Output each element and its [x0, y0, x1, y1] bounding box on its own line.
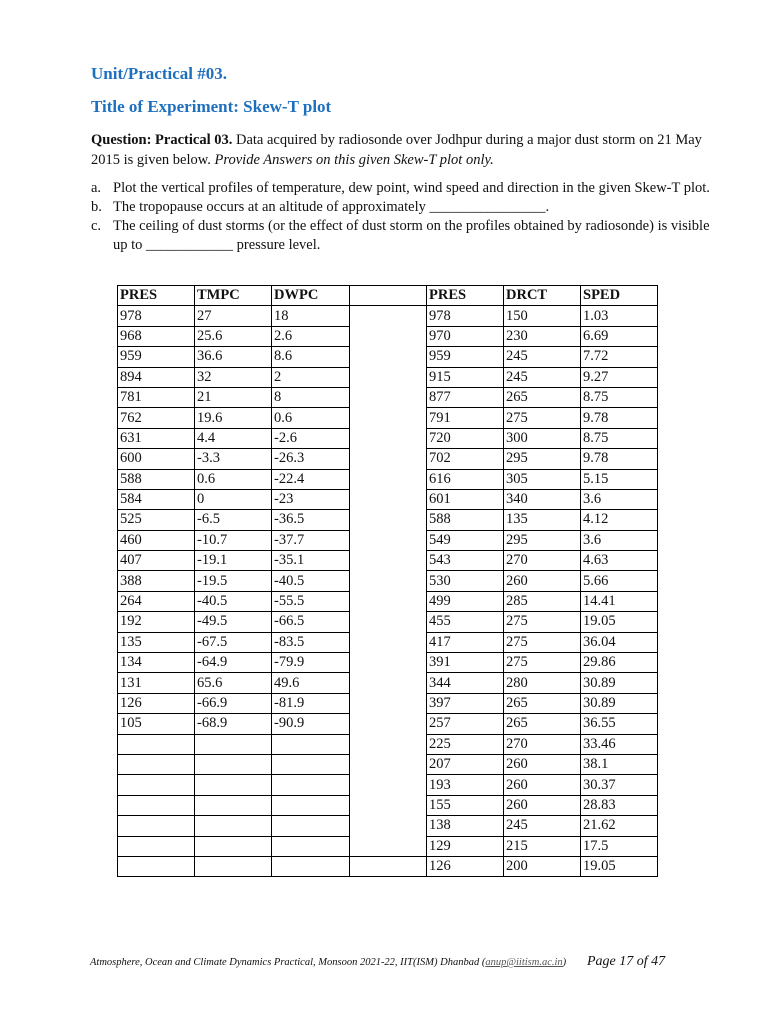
table-cell: 270: [504, 734, 581, 754]
table-cell: 14.41: [581, 591, 658, 611]
table-cell: 0.6: [272, 408, 350, 428]
table-cell: 499: [427, 591, 504, 611]
table-cell: 8.75: [581, 428, 658, 448]
table-row: [118, 775, 658, 795]
table-gap-cell: [350, 795, 427, 815]
page-number: Page 17 of 47: [587, 954, 666, 969]
table-cell: 391: [427, 653, 504, 673]
table-cell: 9.27: [581, 367, 658, 387]
table-row: [118, 632, 658, 652]
table-cell: 877: [427, 387, 504, 407]
item-marker: a.: [91, 180, 102, 196]
table-cell: 959: [118, 347, 195, 367]
question-label: Question: Practical 03.: [91, 132, 233, 148]
table-gap-cell: [350, 632, 427, 652]
table-cell: -83.5: [272, 632, 350, 652]
table-cell: 2: [272, 367, 350, 387]
table-cell: -49.5: [195, 612, 272, 632]
table-cell: 30.89: [581, 673, 658, 693]
table-row: [118, 347, 658, 367]
table-cell: 28.83: [581, 795, 658, 815]
table-row: [118, 489, 658, 509]
table-cell: 38.1: [581, 754, 658, 774]
table-cell: 126: [427, 856, 504, 876]
question-emphasis: Provide Answers on this given Skew-T plot only.: [214, 152, 494, 168]
table-cell: 25.6: [195, 326, 272, 346]
table-row: [118, 326, 658, 346]
table-cell: [195, 734, 272, 754]
table-header-row: [118, 286, 658, 306]
table-cell: -37.7: [272, 530, 350, 550]
table-gap-cell: [350, 286, 427, 306]
table-cell: -66.5: [272, 612, 350, 632]
table-cell: 230: [504, 326, 581, 346]
table-row: [118, 754, 658, 774]
table-cell: 720: [427, 428, 504, 448]
table-gap-cell: [350, 754, 427, 774]
table-gap-cell: [350, 693, 427, 713]
table-cell: 30.89: [581, 693, 658, 713]
table-gap-cell: [350, 347, 427, 367]
table-cell: 6.69: [581, 326, 658, 346]
table-cell: 791: [427, 408, 504, 428]
table-cell: 8.6: [272, 347, 350, 367]
table-cell: [272, 754, 350, 774]
table-header-cell: SPED: [581, 286, 658, 306]
table-cell: 105: [118, 714, 195, 734]
table-cell: 588: [427, 510, 504, 530]
table-cell: 129: [427, 836, 504, 856]
question-text: Data acquired by radiosonde over Jodhpur during a major dust storm on 21 May 2015 is given below.: [91, 132, 702, 168]
table-cell: 49.6: [272, 673, 350, 693]
table-cell: [118, 795, 195, 815]
table-row: [118, 816, 658, 836]
table-cell: 265: [504, 387, 581, 407]
table-cell: 30.37: [581, 775, 658, 795]
table-cell: 305: [504, 469, 581, 489]
table-cell: 27: [195, 306, 272, 326]
table-header-cell: DRCT: [504, 286, 581, 306]
table-cell: [195, 754, 272, 774]
table-cell: 460: [118, 530, 195, 550]
question-paragraph: [91, 130, 711, 170]
table-gap-cell: [350, 510, 427, 530]
table-gap-cell: [350, 714, 427, 734]
table-cell: [272, 836, 350, 856]
table-cell: -55.5: [272, 591, 350, 611]
table-cell: 275: [504, 408, 581, 428]
table-row: [118, 856, 658, 876]
table-gap-cell: [350, 673, 427, 693]
table-row: [118, 693, 658, 713]
table-cell: 21: [195, 387, 272, 407]
table-cell: -67.5: [195, 632, 272, 652]
radiosonde-data-table: [117, 285, 658, 877]
table-cell: 17.5: [581, 836, 658, 856]
table-cell: -79.9: [272, 653, 350, 673]
footer-close: ): [562, 957, 567, 968]
table-cell: 2.6: [272, 326, 350, 346]
table-cell: 138: [427, 816, 504, 836]
table-row: [118, 428, 658, 448]
table-cell: 616: [427, 469, 504, 489]
table-cell: 397: [427, 693, 504, 713]
table-cell: 285: [504, 591, 581, 611]
table-row: [118, 387, 658, 407]
table-cell: -10.7: [195, 530, 272, 550]
table-header-cell: PRES: [427, 286, 504, 306]
table-gap-cell: [350, 653, 427, 673]
table-cell: 32: [195, 367, 272, 387]
table-cell: 968: [118, 326, 195, 346]
table-cell: 192: [118, 612, 195, 632]
table-cell: 260: [504, 754, 581, 774]
table-cell: 894: [118, 367, 195, 387]
table-cell: -40.5: [195, 591, 272, 611]
table-cell: 5.66: [581, 571, 658, 591]
item-text: The tropopause occurs at an altitude of approximately ________________.: [113, 199, 550, 215]
table-cell: [195, 816, 272, 836]
table-cell: -36.5: [272, 510, 350, 530]
footer-email-link[interactable]: anup@iitism.ac.in: [485, 957, 563, 968]
table-cell: [195, 775, 272, 795]
table-cell: [195, 836, 272, 856]
table-cell: 588: [118, 469, 195, 489]
item-marker: c.: [91, 218, 102, 234]
table-cell: 8: [272, 387, 350, 407]
table-gap-cell: [350, 551, 427, 571]
table-row: [118, 408, 658, 428]
table-cell: 959: [427, 347, 504, 367]
table-gap-cell: [350, 367, 427, 387]
table-cell: 970: [427, 326, 504, 346]
table-gap-cell: [350, 816, 427, 836]
table-cell: -23: [272, 489, 350, 509]
table-cell: 21.62: [581, 816, 658, 836]
table-cell: 150: [504, 306, 581, 326]
table-gap-cell: [350, 856, 427, 876]
table-header-cell: PRES: [118, 286, 195, 306]
table-cell: 4.4: [195, 428, 272, 448]
unit-heading: Unit/Practical #03.: [91, 64, 227, 83]
table-cell: [272, 795, 350, 815]
table-cell: 260: [504, 795, 581, 815]
list-item: [91, 198, 711, 217]
table-cell: -19.1: [195, 551, 272, 571]
table-cell: 280: [504, 673, 581, 693]
table-gap-cell: [350, 489, 427, 509]
table-cell: 33.46: [581, 734, 658, 754]
table-cell: -64.9: [195, 653, 272, 673]
table-cell: 781: [118, 387, 195, 407]
table-cell: 407: [118, 551, 195, 571]
table-cell: 257: [427, 714, 504, 734]
table-cell: [272, 734, 350, 754]
table-cell: 260: [504, 571, 581, 591]
table-cell: 29.86: [581, 653, 658, 673]
table-gap-cell: [350, 469, 427, 489]
table-cell: 215: [504, 836, 581, 856]
table-cell: [195, 856, 272, 876]
table-cell: -3.3: [195, 449, 272, 469]
table-cell: 270: [504, 551, 581, 571]
table-cell: -68.9: [195, 714, 272, 734]
table-cell: 549: [427, 530, 504, 550]
table-cell: 135: [118, 632, 195, 652]
table-cell: 9.78: [581, 449, 658, 469]
list-item: [91, 179, 711, 198]
table-cell: 600: [118, 449, 195, 469]
table-cell: 295: [504, 530, 581, 550]
footer-text: [90, 957, 566, 968]
table-gap-cell: [350, 408, 427, 428]
table-cell: 275: [504, 632, 581, 652]
table-cell: 135: [504, 510, 581, 530]
table-cell: 265: [504, 693, 581, 713]
table-cell: 131: [118, 673, 195, 693]
table-cell: 3.6: [581, 530, 658, 550]
table-cell: 601: [427, 489, 504, 509]
item-text: Plot the vertical profiles of temperature, dew point, wind speed and direction in the given Skew-T plot.: [113, 180, 710, 196]
table-cell: 126: [118, 693, 195, 713]
table-cell: 264: [118, 591, 195, 611]
table-cell: 18: [272, 306, 350, 326]
table-cell: -90.9: [272, 714, 350, 734]
table-cell: 530: [427, 571, 504, 591]
table-gap-cell: [350, 449, 427, 469]
table-cell: 245: [504, 347, 581, 367]
table-cell: -81.9: [272, 693, 350, 713]
table-cell: -26.3: [272, 449, 350, 469]
table-cell: 631: [118, 428, 195, 448]
table-cell: [195, 795, 272, 815]
table-cell: 4.63: [581, 551, 658, 571]
table-cell: 0: [195, 489, 272, 509]
question-items: [91, 179, 711, 255]
table-cell: 455: [427, 612, 504, 632]
table-header-cell: TMPC: [195, 286, 272, 306]
table-gap-cell: [350, 734, 427, 754]
table-gap-cell: [350, 612, 427, 632]
table-row: [118, 714, 658, 734]
table-cell: -35.1: [272, 551, 350, 571]
table-cell: [272, 775, 350, 795]
table-cell: [118, 816, 195, 836]
table-gap-cell: [350, 836, 427, 856]
table-row: [118, 795, 658, 815]
table-row: [118, 367, 658, 387]
table-cell: 275: [504, 653, 581, 673]
table-cell: -6.5: [195, 510, 272, 530]
table-row: [118, 612, 658, 632]
table-cell: 260: [504, 775, 581, 795]
table-cell: 7.72: [581, 347, 658, 367]
table-cell: [118, 836, 195, 856]
table-cell: 207: [427, 754, 504, 774]
table-cell: -22.4: [272, 469, 350, 489]
table-cell: 978: [427, 306, 504, 326]
table-cell: [272, 856, 350, 876]
table-cell: 65.6: [195, 673, 272, 693]
table-cell: [272, 816, 350, 836]
table-gap-cell: [350, 326, 427, 346]
table-cell: [118, 856, 195, 876]
table-cell: 265: [504, 714, 581, 734]
table-gap-cell: [350, 428, 427, 448]
table-cell: 543: [427, 551, 504, 571]
experiment-title: Title of Experiment: Skew-T plot: [91, 97, 332, 116]
table-cell: 417: [427, 632, 504, 652]
table-cell: 5.15: [581, 469, 658, 489]
table-cell: [118, 734, 195, 754]
table-cell: 275: [504, 612, 581, 632]
table-cell: 702: [427, 449, 504, 469]
table-row: [118, 673, 658, 693]
table-row: [118, 449, 658, 469]
table-cell: -2.6: [272, 428, 350, 448]
table-gap-cell: [350, 591, 427, 611]
table-cell: 19.05: [581, 612, 658, 632]
table-cell: 36.6: [195, 347, 272, 367]
table-cell: 525: [118, 510, 195, 530]
table-cell: 978: [118, 306, 195, 326]
table-gap-cell: [350, 387, 427, 407]
item-marker: b.: [91, 199, 102, 215]
table-cell: 193: [427, 775, 504, 795]
table-cell: [118, 754, 195, 774]
table-cell: 0.6: [195, 469, 272, 489]
table-row: [118, 734, 658, 754]
table-row: [118, 836, 658, 856]
table-cell: 915: [427, 367, 504, 387]
table-cell: 3.6: [581, 489, 658, 509]
table-header-cell: DWPC: [272, 286, 350, 306]
table-cell: [118, 775, 195, 795]
table-cell: 340: [504, 489, 581, 509]
table-cell: 4.12: [581, 510, 658, 530]
table-row: [118, 653, 658, 673]
table-gap-cell: [350, 775, 427, 795]
footer-label: Atmosphere, Ocean and Climate Dynamics Practical, Monsoon 2021-22, IIT(ISM) Dhanbad (: [90, 957, 486, 968]
table-row: [118, 530, 658, 550]
table-cell: 300: [504, 428, 581, 448]
table-cell: -66.9: [195, 693, 272, 713]
table-cell: -40.5: [272, 571, 350, 591]
table-cell: 245: [504, 367, 581, 387]
table-cell: 225: [427, 734, 504, 754]
table-cell: 134: [118, 653, 195, 673]
table-cell: 584: [118, 489, 195, 509]
table-cell: 19.05: [581, 856, 658, 876]
table-cell: 9.78: [581, 408, 658, 428]
table-cell: 245: [504, 816, 581, 836]
table-gap-cell: [350, 530, 427, 550]
table-cell: 200: [504, 856, 581, 876]
table-cell: -19.5: [195, 571, 272, 591]
table-row: [118, 510, 658, 530]
table-cell: 295: [504, 449, 581, 469]
table-row: [118, 571, 658, 591]
list-item: [91, 217, 711, 255]
table-cell: 762: [118, 408, 195, 428]
item-text: The ceiling of dust storms (or the effect of dust storm on the profiles obtained by radiosonde) is visible up to ____________ pressure level.: [113, 218, 710, 253]
table-gap-cell: [350, 306, 427, 326]
table-cell: 36.04: [581, 632, 658, 652]
table-row: [118, 591, 658, 611]
table-body: [118, 286, 658, 877]
table-gap-cell: [350, 571, 427, 591]
table-row: [118, 469, 658, 489]
table-row: [118, 551, 658, 571]
table-cell: 19.6: [195, 408, 272, 428]
table-row: [118, 306, 658, 326]
table-cell: 344: [427, 673, 504, 693]
table-cell: 1.03: [581, 306, 658, 326]
table-cell: 36.55: [581, 714, 658, 734]
table-cell: 8.75: [581, 387, 658, 407]
table-cell: 388: [118, 571, 195, 591]
table-cell: 155: [427, 795, 504, 815]
